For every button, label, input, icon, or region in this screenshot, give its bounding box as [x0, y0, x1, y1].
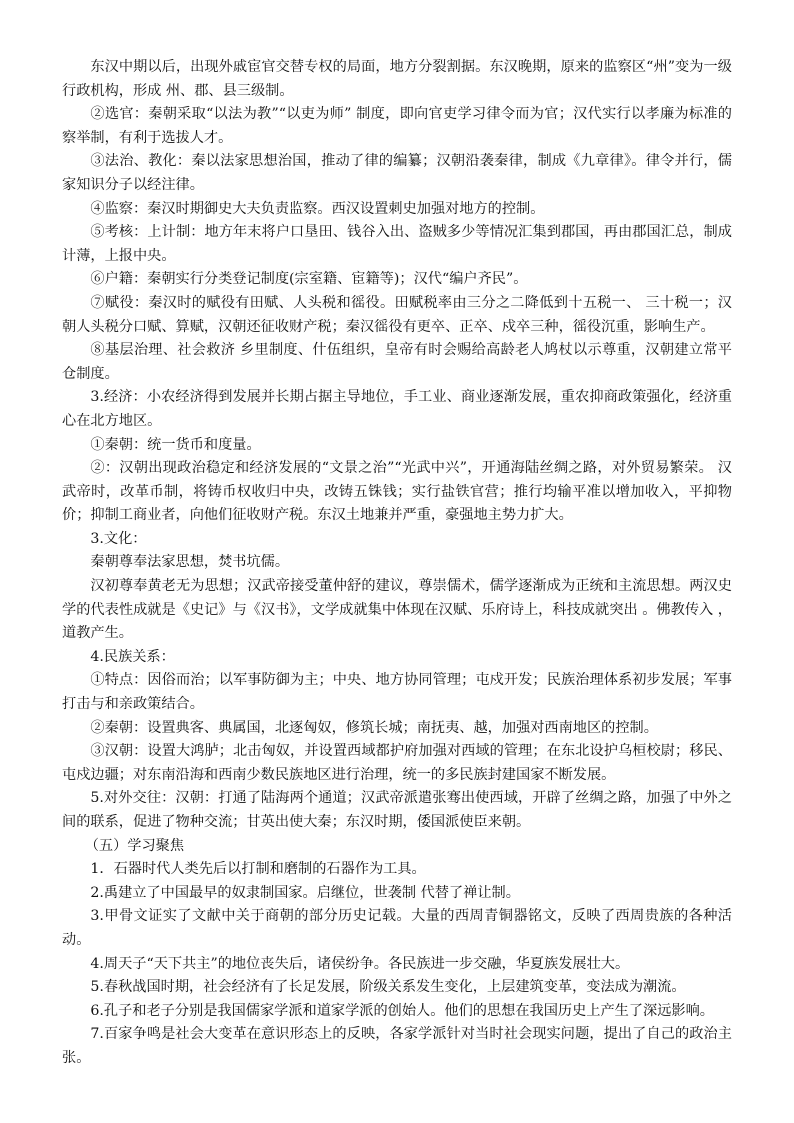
paragraph-han-ethnic: ③汉朝：设置大鸿胪；北击匈奴，并设置西域都护府加强对西域的管理；在东北设护乌桓校尉；移民、屯戍边疆；对东南沿海和西南少数民族地区进行治理，统一的多民族封建国家不断发展。 — [62, 743, 732, 783]
paragraph-assessment: ⑤考核：上计制：地方年末将户口垦田、钱谷入出、盗贼多少等情况汇集到郡国，再由郡国汇总，制成计薄，上报中央。 — [62, 224, 732, 264]
section-heading-study-focus: （五）学习聚焦 — [84, 837, 185, 854]
paragraph-grassroots-governance: ⑧基层治理、社会救济 乡里制度、什伍组织，皇帝有时会赐给高龄老人鸠杖以示尊重，汉朝建立常平仓制度。 — [62, 342, 732, 382]
study-point-7: 7.百家争鸣是社会大变革在意识形态上的反映，各家学派针对当时社会现实问题，提出了自己的政治主张。 — [62, 1026, 732, 1066]
paragraph-supervision: ④监察：秦汉时期御史大夫负责监察。西汉设置刺史加强对地方的控制。 — [90, 200, 545, 217]
paragraph-foreign-relations: 5.对外交往：汉朝：打通了陆海两个通道；汉武帝派遣张骞出使西域，开辟了丝绸之路，加强了中外之间的联系，促进了物种交流；甘英出使大秦；东汉时期，倭国派使臣来朝。 — [62, 790, 732, 830]
paragraph-law-education: ③法治、教化：秦以法家思想治国，推动了律的编纂；汉朝沿袭秦律，制成《九章律》。律令并行，儒家知识分子以经注律。 — [62, 153, 732, 193]
study-point-4: 4.周天子“天下共主”的地位丧失后，诸侯纷争。各民族进一步交融，华夏族发展壮大。 — [90, 955, 630, 972]
paragraph-taxes-labor: ⑦赋役：秦汉时的赋役有田赋、人头税和徭役。田赋税率由三分之二降低到十五税一、 三十税一；汉朝人头税分口赋、算赋，汉朝还征收财产税；秦汉徭役有更卒、正卒、戍卒三种，徭役沉重，影响生产。 — [62, 294, 732, 335]
paragraph-economy-heading: 3.经济：小农经济得到发展并长期占据主导地位，手工业、商业逐渐发展，重农抑商政策强化，经济重心在北方地区。 — [62, 389, 732, 429]
paragraph-han-economy: ②：汉朝出现政治稳定和经济发展的“文景之治”“光武中兴”，开通海陆丝绸之路，对外贸易繁荣。 汉武帝时，改革币制，将铸币权收归中央，改铸五铢钱；实行盐铁官营；推行均输平准以增加收入，平抑物价；抑制工商业者，向他们征收财产税。东汉土地兼并严重，豪强地主势力扩大。 — [62, 460, 732, 524]
study-point-2: 2.禹建立了中国最早的奴隶制国家。启继位，世袭制 代替了禅让制。 — [90, 884, 520, 901]
paragraph-official-selection: ②选官：秦朝采取“以法为教”“以吏为师” 制度，即向官吏学习律令而为官；汉代实行以孝廉为标准的察举制，有利于选拔人才。 — [62, 106, 732, 146]
paragraph-han-culture: 汉初尊奉黄老无为思想；汉武帝接受董仲舒的建议，尊崇儒术，儒学逐渐成为正统和主流思想。两汉史学的代表性成就是《史记》与《汉书》，文学成就集中体现在汉赋、乐府诗上，科技成就突出 。佛教传入 ，道教产生。 — [62, 578, 732, 642]
study-point-6: 6.孔子和老子分别是我国儒家学派和道家学派的创始人。他们的思想在我国历史上产生了深远影响。 — [90, 1002, 714, 1019]
paragraph-culture-heading: 3.文化： — [90, 530, 147, 547]
paragraph-ethnic-features: ①特点：因俗而治；以军事防御为主；中央、地方协同管理；屯戍开发；民族治理体系初步发展；军事打击与和亲政策结合。 — [62, 672, 732, 713]
paragraph-qin-economy: ①秦朝：统一货币和度量。 — [90, 436, 261, 453]
paragraph-ethnic-relations-heading: 4.民族关系： — [90, 648, 175, 665]
paragraph-qin-ethnic: ②秦朝：设置典客、典属国，北逐匈奴，修筑长城；南抚夷、越，加强对西南地区的控制。 — [90, 719, 658, 736]
study-point-1: 1．石器时代人类先后以打制和磨制的石器作为工具。 — [90, 861, 426, 878]
study-point-5: 5.春秋战国时期，社会经济有了长足发展，阶级关系发生变化，上层建筑变革，变法成为潮流。 — [90, 979, 686, 996]
paragraph-qin-culture: 秦朝尊奉法家思想，焚书坑儒。 — [90, 554, 290, 571]
paragraph-eastern-han-politics: 东汉中期以后，出现外戚宦官交替专权的局面，地方分裂割据。东汉晚期，原来的监察区“州”变为一级行政机构，形成 州、郡、县三级制。 — [62, 59, 732, 99]
paragraph-household-registration: ⑥户籍：秦朝实行分类登记制度(宗室籍、宦籍等)；汉代“编户齐民”。 — [90, 271, 528, 288]
study-point-3: 3.甲骨文证实了文献中关于商朝的部分历史记载。大量的西周青铜器铭文，反映了西周贵族的各种活动。 — [62, 908, 732, 948]
